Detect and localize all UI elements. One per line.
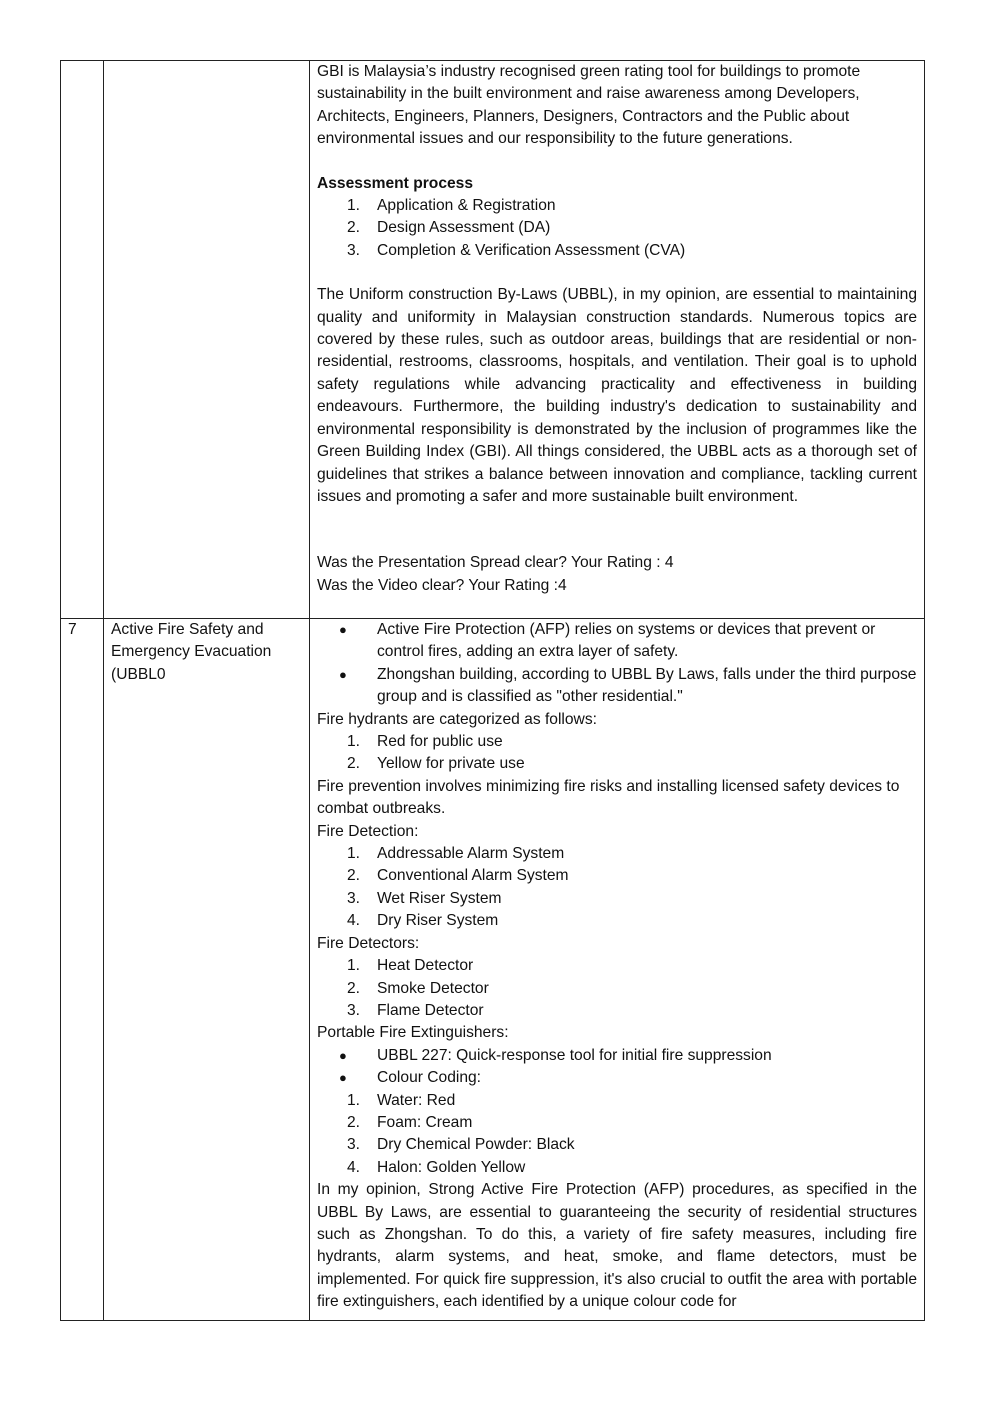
table-row	[61, 619, 925, 1321]
video-rating: Was the Video clear? Your Rating :4	[317, 576, 567, 594]
colour-code-list	[317, 1090, 917, 1180]
list-item: 1. Addressable Alarm System	[347, 845, 565, 863]
presentation-rating: Was the Presentation Spread clear? Your Rating : 4	[317, 554, 674, 572]
row-title-cell: Active Fire Safety and Emergency Evacuation (UBBL0	[104, 619, 310, 1321]
extinguisher-bullet-list	[317, 1045, 917, 1090]
list-item: ● Active Fire Protection (AFP) relies on systems or devices that prevent or control fires, adding an extra layer of safety.	[339, 621, 876, 661]
detectors-heading: Fire Detectors:	[317, 934, 420, 952]
list-item: 3. Wet Riser System	[347, 889, 502, 907]
list-item: 3. Completion & Verification Assessment (CVA)	[347, 241, 686, 259]
gbi-intro-paragraph: GBI is Malaysia’s industry recognised green rating tool for buildings to promote sustainability in the built environment and raise awareness among Developers, Architects, Engineers, Planners, Designers, Contractors and the Public about environmental issues and our responsibility to the future generations.	[317, 63, 861, 148]
extinguishers-heading: Portable Fire Extinguishers:	[317, 1024, 509, 1042]
list-item: 1. Red for public use	[347, 733, 503, 751]
afp-opinion-paragraph: In my opinion, Strong Active Fire Protection (AFP) procedures, as specified in the UBBL By Laws, are essential to guaranteeing the security of residential structures such as Zhongshan. To do this, a variety of fire safety measures, including fire hydrants, alarm systems, and heat, smoke, and flame detectors, must be implemented. For quick fire suppression, it's also crucial to outfit the area with portable fire extinguishers, each identified by a unique colour code for	[317, 1181, 917, 1311]
list-item: ● Colour Coding:	[339, 1069, 482, 1087]
afp-bullet-list	[317, 619, 917, 709]
assessment-heading: Assessment process	[317, 174, 474, 192]
hydrants-list	[317, 731, 917, 776]
row-content-cell	[310, 619, 925, 1321]
table-row	[61, 61, 925, 619]
detectors-list	[317, 955, 917, 1022]
list-item: 1. Application & Registration	[347, 197, 556, 215]
list-item: 2. Conventional Alarm System	[347, 867, 569, 885]
ubbl-opinion-paragraph: The Uniform construction By-Laws (UBBL), in my opinion, are essential to maintaining quality and uniformity in Malaysian construction standards. Numerous topics are covered by these rules, such as outdoor areas, buildings that are residential or non-residential, restrooms, classrooms, hospitals, and ventilation. Their goal is to uphold safety regulations while advancing practicality and effectiveness in building endeavours. Furthermore, the building industry's dedication to sustainability and environmental responsibility is demonstrated by the inclusion of programmes like the Green Building Index (GBI). All things considered, the UBBL acts as a thorough set of guidelines that strikes a balance between innovation and compliance, tackling current issues and promoting a safer and more sustainable built environment.	[317, 286, 917, 505]
detection-list	[317, 843, 917, 933]
list-item: 2. Smoke Detector	[347, 979, 489, 997]
list-item: ● Zhongshan building, according to UBBL By Laws, falls under the third purpose group and is classified as "other residential."	[339, 665, 917, 706]
list-item: 2. Foam: Cream	[347, 1113, 473, 1131]
row-title-cell	[104, 61, 310, 619]
row-content-cell	[310, 61, 925, 619]
report-table	[60, 60, 925, 1321]
list-item: ● UBBL 227: Quick-response tool for initial fire suppression	[339, 1046, 772, 1064]
list-item: 2. Yellow for private use	[347, 755, 525, 773]
list-item: 1. Heat Detector	[347, 957, 474, 975]
list-item: 2. Design Assessment (DA)	[347, 219, 551, 237]
list-item: 3. Flame Detector	[347, 1001, 484, 1019]
list-item: 3. Dry Chemical Powder: Black	[347, 1136, 575, 1154]
list-item: 1. Water: Red	[347, 1091, 456, 1109]
row-number-cell	[61, 61, 104, 619]
list-item: 4. Halon: Golden Yellow	[347, 1158, 526, 1176]
assessment-steps-list	[317, 195, 917, 262]
list-item: 4. Dry Riser System	[347, 912, 499, 930]
hydrants-heading: Fire hydrants are categorized as follows:	[317, 710, 597, 728]
row-number-cell: 7	[61, 619, 104, 1321]
detection-heading: Fire Detection:	[317, 822, 419, 840]
prevention-paragraph: Fire prevention involves minimizing fire risks and installing licensed safety devices to combat outbreaks.	[317, 777, 900, 818]
